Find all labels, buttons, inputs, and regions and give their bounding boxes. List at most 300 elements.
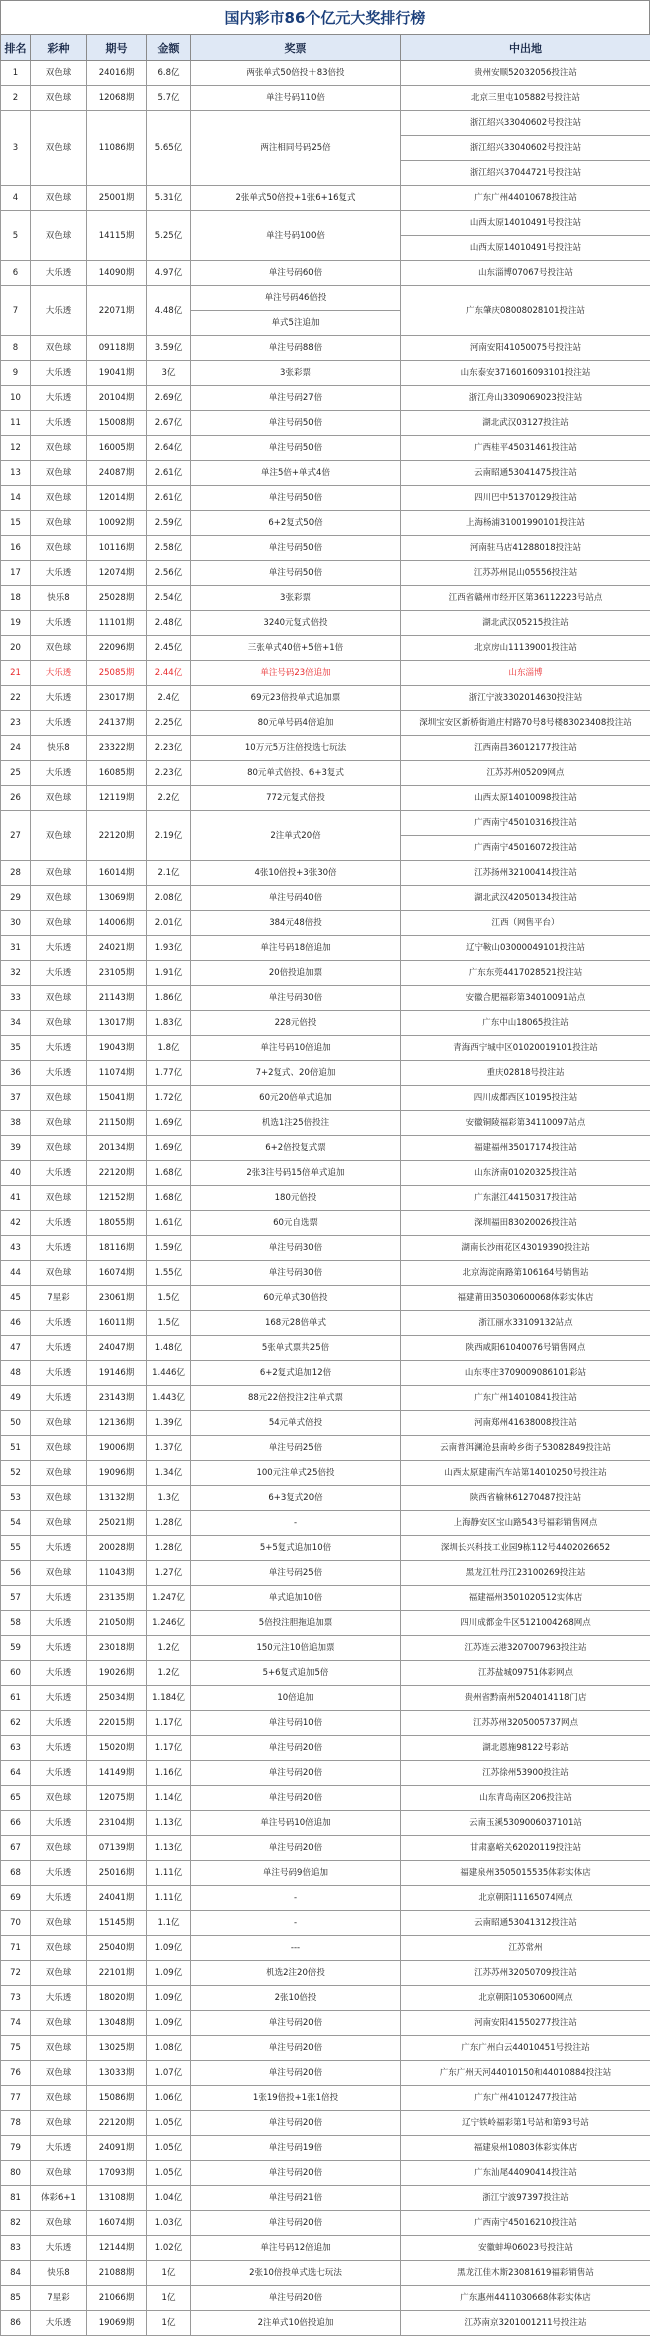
prize-cell: 单注号码20倍 (191, 2211, 401, 2236)
amount-cell: 1亿 (147, 2311, 191, 2336)
prize-cell: 60元单式30倍投 (191, 1286, 401, 1311)
prize-cell: 单注号码20倍 (191, 1786, 401, 1811)
amount-cell: 1.34亿 (147, 1461, 191, 1486)
prize-cell: 单注号码50倍 (191, 436, 401, 461)
amount-cell: 1.07亿 (147, 2061, 191, 2086)
table-row (1, 111, 650, 136)
prize-cell: 三张单式40倍+5倍+1倍 (191, 636, 401, 661)
header-row (1, 35, 650, 61)
lottery-cell: 快乐8 (31, 736, 87, 761)
issue-cell: 15041期 (87, 1086, 147, 1111)
issue-cell: 16074期 (87, 2211, 147, 2236)
table-row (1, 536, 650, 561)
amount-cell: 1.443亿 (147, 1386, 191, 1411)
site-cell: 深圳长兴科技工业园9栋112号4402026652 (401, 1536, 650, 1561)
amount-cell: 2.56亿 (147, 561, 191, 586)
site-cell: 山东青岛南区206投注站 (401, 1786, 650, 1811)
site-cell: 广东惠州4411030668体彩实体店 (401, 2286, 650, 2311)
lottery-cell: 双色球 (31, 1411, 87, 1436)
table-row (1, 1036, 650, 1061)
prize-cell: 6+3复式20倍 (191, 1486, 401, 1511)
table-row (1, 1986, 650, 2011)
table-row (1, 1736, 650, 1761)
prize-cell: 3240元复式倍投 (191, 611, 401, 636)
rank-cell: 39 (1, 1136, 31, 1161)
table-row (1, 1811, 650, 1836)
amount-cell: 1.05亿 (147, 2136, 191, 2161)
table-row (1, 1511, 650, 1536)
amount-cell: 1.11亿 (147, 1861, 191, 1886)
table-row (1, 1361, 650, 1386)
table-row (1, 186, 650, 211)
prize-cell: 单注号码88倍 (191, 336, 401, 361)
site-cell: 广东湛江44150317投注站 (401, 1186, 650, 1211)
amount-cell: 1.55亿 (147, 1261, 191, 1286)
site-cell: 浙江宁波97397投注站 (401, 2186, 650, 2211)
issue-cell: 19069期 (87, 2311, 147, 2336)
table-row (1, 686, 650, 711)
lottery-cell: 大乐透 (31, 1311, 87, 1336)
site-cell: 辽宁铁岭福彩第1号站和第93号站 (401, 2111, 650, 2136)
amount-cell: 2.59亿 (147, 511, 191, 536)
issue-cell: 14006期 (87, 911, 147, 936)
rank-cell: 73 (1, 1986, 31, 2011)
issue-cell: 12119期 (87, 786, 147, 811)
prize-cell: 单注号码12倍追加 (191, 2236, 401, 2261)
lottery-cell: 大乐透 (31, 1761, 87, 1786)
site-cell: 福建泉州35050155​35体彩实体店 (401, 1861, 650, 1886)
lottery-cell: 大乐透 (31, 761, 87, 786)
prize-cell: 20倍投追加票 (191, 961, 401, 986)
amount-cell: 1.5亿 (147, 1311, 191, 1336)
table-row (1, 2061, 650, 2086)
rank-cell: 9 (1, 361, 31, 386)
issue-cell: 19026期 (87, 1661, 147, 1686)
rank-cell: 44 (1, 1261, 31, 1286)
issue-cell: 13025期 (87, 2036, 147, 2061)
issue-cell: 24087期 (87, 461, 147, 486)
lottery-cell: 双色球 (31, 1086, 87, 1111)
header-lottery: 彩种 (31, 35, 87, 61)
rank-cell: 52 (1, 1461, 31, 1486)
amount-cell: 1.48亿 (147, 1336, 191, 1361)
site-cell: 福建福州35017174投注站 (401, 1136, 650, 1161)
amount-cell: 2.4亿 (147, 686, 191, 711)
prize-cell: 80元单式倍投、6+3复式 (191, 761, 401, 786)
lottery-cell: 双色球 (31, 1786, 87, 1811)
site-cell: 北京朝阳10530600网点 (401, 1986, 650, 2011)
rank-cell: 63 (1, 1736, 31, 1761)
issue-cell: 22120期 (87, 2111, 147, 2136)
issue-cell: 17093期 (87, 2161, 147, 2186)
amount-cell: 1.69亿 (147, 1136, 191, 1161)
lottery-cell: 大乐透 (31, 1586, 87, 1611)
amount-cell: 1.2亿 (147, 1661, 191, 1686)
rank-cell: 48 (1, 1361, 31, 1386)
issue-cell: 23018期 (87, 1636, 147, 1661)
table-row (1, 211, 650, 236)
site-cell: 山西太原14010098投注站 (401, 786, 650, 811)
lottery-cell: 体彩6+1 (31, 2186, 87, 2211)
site-cell: 河南驻马店41288018投注站 (401, 536, 650, 561)
rank-cell: 17 (1, 561, 31, 586)
site-cell: 广东广州白云44010451号投注站 (401, 2036, 650, 2061)
lottery-cell: 双色球 (31, 186, 87, 211)
rank-cell: 36 (1, 1061, 31, 1086)
table-row (1, 1911, 650, 1936)
site-cell: 安徽铜陵福彩第34110097站点 (401, 1111, 650, 1136)
lottery-cell: 大乐透 (31, 1336, 87, 1361)
lottery-cell: 双色球 (31, 1136, 87, 1161)
table-row (1, 1936, 650, 1961)
lottery-cell: 双色球 (31, 811, 87, 861)
rank-cell: 77 (1, 2086, 31, 2111)
rank-cell: 34 (1, 1011, 31, 1036)
issue-cell: 16074期 (87, 1261, 147, 1286)
table-row (1, 336, 650, 361)
table-row (1, 661, 650, 686)
amount-cell: 2.23亿 (147, 736, 191, 761)
table-row (1, 1411, 650, 1436)
prize-cell: 两张单式50倍投＋83倍投 (191, 61, 401, 86)
issue-cell: 24137期 (87, 711, 147, 736)
amount-cell: 2.67亿 (147, 411, 191, 436)
rank-cell: 18 (1, 586, 31, 611)
prize-cell: 6+2复式追加12倍 (191, 1361, 401, 1386)
lottery-cell: 双色球 (31, 1186, 87, 1211)
prize-cell: 5+5复式追加10倍 (191, 1536, 401, 1561)
rank-cell: 29 (1, 886, 31, 911)
rank-cell: 51 (1, 1436, 31, 1461)
site-cell: 北京海淀南路第106164号销售站 (401, 1261, 650, 1286)
issue-cell: 25040期 (87, 1936, 147, 1961)
site-cell: 上海静安区宝山路543号福彩销售网点 (401, 1511, 650, 1536)
rank-cell: 61 (1, 1686, 31, 1711)
amount-cell: 2.2亿 (147, 786, 191, 811)
amount-cell: 2.64亿 (147, 436, 191, 461)
site-cell: 北京朝阳11165074网点 (401, 1886, 650, 1911)
issue-cell: 21150期 (87, 1111, 147, 1136)
table-row (1, 1611, 650, 1636)
table-row (1, 911, 650, 936)
amount-cell: 1.3亿 (147, 1486, 191, 1511)
prize-cell: 1张19倍投+1张1倍投 (191, 2086, 401, 2111)
lottery-cell: 双色球 (31, 1261, 87, 1286)
lottery-cell: 大乐透 (31, 1636, 87, 1661)
amount-cell: 5.25亿 (147, 211, 191, 261)
lottery-cell: 双色球 (31, 1486, 87, 1511)
site-cell: 广东中山18065投注站 (401, 1011, 650, 1036)
issue-cell: 19006期 (87, 1436, 147, 1461)
amount-cell: 1.72亿 (147, 1086, 191, 1111)
table-row (1, 2161, 650, 2186)
issue-cell: 18020期 (87, 1986, 147, 2011)
rank-cell: 10 (1, 386, 31, 411)
issue-cell: 19043期 (87, 1036, 147, 1061)
site-cell: 广东广州14010841投注站 (401, 1386, 650, 1411)
table-row (1, 611, 650, 636)
issue-cell: 14115期 (87, 211, 147, 261)
amount-cell: 2.44亿 (147, 661, 191, 686)
rank-cell: 23 (1, 711, 31, 736)
lottery-cell: 大乐透 (31, 611, 87, 636)
prize-cell: 单注号码50倍 (191, 486, 401, 511)
issue-cell: 10092期 (87, 511, 147, 536)
prize-cell: 69元23倍投单式追加票 (191, 686, 401, 711)
site-cell: 青海西宁城中区01020019101投注站 (401, 1036, 650, 1061)
issue-cell: 11086期 (87, 111, 147, 186)
site-cell: 山西太原建南汽车站第14010250号投注站 (401, 1461, 650, 1486)
amount-cell: 1.09亿 (147, 1986, 191, 2011)
site-cell: 福建莆田35030600068体彩实体店 (401, 1286, 650, 1311)
site-cell: 北京房山11139001投注站 (401, 636, 650, 661)
rank-cell: 46 (1, 1311, 31, 1336)
site-cell: 广东东莞441702852​1投注站 (401, 961, 650, 986)
issue-cell: 18116期 (87, 1236, 147, 1261)
prize-cell: 单注号码20倍 (191, 1761, 401, 1786)
prize-cell: 单注5倍+单式4倍 (191, 461, 401, 486)
site-cell: 浙江丽水33109132站点 (401, 1311, 650, 1336)
prize-cell: 单注号码9倍追加 (191, 1861, 401, 1886)
issue-cell: 20104期 (87, 386, 147, 411)
prize-cell: 单注号码50倍 (191, 561, 401, 586)
table-row (1, 1636, 650, 1661)
rank-cell: 40 (1, 1161, 31, 1186)
site-cell: 陕西省榆林61270487投注站 (401, 1486, 650, 1511)
lottery-cell: 大乐透 (31, 1161, 87, 1186)
issue-cell: 24021期 (87, 936, 147, 961)
issue-cell: 22071期 (87, 286, 147, 336)
table-row (1, 1761, 650, 1786)
amount-cell: 1.03亿 (147, 2211, 191, 2236)
table-row (1, 1961, 650, 1986)
amount-cell: 1.11亿 (147, 1886, 191, 1911)
issue-cell: 21088期 (87, 2261, 147, 2286)
site-cell: 湖南长沙雨花区43019390投注站 (401, 1236, 650, 1261)
issue-cell: 16005期 (87, 436, 147, 461)
lottery-cell: 双色球 (31, 1936, 87, 1961)
site-cell: 山西太原14010491号投注站 (401, 211, 650, 236)
site-cell: 安徽蚌埠06023号投注站 (401, 2236, 650, 2261)
table-row (1, 1461, 650, 1486)
rank-cell: 15 (1, 511, 31, 536)
rank-cell: 70 (1, 1911, 31, 1936)
issue-cell: 22120期 (87, 1161, 147, 1186)
table-row (1, 1186, 650, 1211)
lottery-cell: 大乐透 (31, 561, 87, 586)
table-row (1, 1436, 650, 1461)
table-row (1, 1286, 650, 1311)
rank-cell: 82 (1, 2211, 31, 2236)
prize-cell: 单式追加10倍 (191, 1586, 401, 1611)
lottery-cell: 大乐透 (31, 1061, 87, 1086)
table-row (1, 1561, 650, 1586)
lottery-cell: 双色球 (31, 1436, 87, 1461)
rank-cell: 83 (1, 2236, 31, 2261)
rank-cell: 65 (1, 1786, 31, 1811)
issue-cell: 23143期 (87, 1386, 147, 1411)
amount-cell: 2.01亿 (147, 911, 191, 936)
lottery-cell: 快乐8 (31, 2261, 87, 2286)
issue-cell: 12014期 (87, 486, 147, 511)
rank-cell: 12 (1, 436, 31, 461)
prize-cell: 单注号码25倍 (191, 1561, 401, 1586)
prize-cell: 3张彩票 (191, 586, 401, 611)
issue-cell: 13017期 (87, 1011, 147, 1036)
table-row (1, 986, 650, 1011)
rank-cell: 25 (1, 761, 31, 786)
rank-cell: 1 (1, 61, 31, 86)
table-row (1, 2211, 650, 2236)
rank-cell: 22 (1, 686, 31, 711)
lottery-cell: 大乐透 (31, 961, 87, 986)
site-cell: 江苏盐城09751体彩网点 (401, 1661, 650, 1686)
prize-cell: 10倍追加 (191, 1686, 401, 1711)
prize-cell: 单注号码20倍 (191, 2161, 401, 2186)
amount-cell: 1.13亿 (147, 1836, 191, 1861)
site-cell: 山东枣庄370900908​6101彩站 (401, 1361, 650, 1386)
site-cell: 江西省赣州市经开区第36112223号站点 (401, 586, 650, 611)
table-row (1, 1211, 650, 1236)
site-cell: 山东济南01020325投注站 (401, 1161, 650, 1186)
table-row (1, 736, 650, 761)
issue-cell: 25085期 (87, 661, 147, 686)
lottery-cell: 双色球 (31, 1111, 87, 1136)
site-cell: 江苏苏州昆山05556投注站 (401, 561, 650, 586)
lottery-cell: 大乐透 (31, 1361, 87, 1386)
rank-cell: 78 (1, 2111, 31, 2136)
prize-cell: 单注号码20倍 (191, 2036, 401, 2061)
amount-cell: 1.68亿 (147, 1186, 191, 1211)
rank-cell: 84 (1, 2261, 31, 2286)
issue-cell: 11043期 (87, 1561, 147, 1586)
site-cell: 河南郑州41638008投注站 (401, 1411, 650, 1436)
site-cell: 广西南宁45016210投注站 (401, 2211, 650, 2236)
site-cell: 深圳宝安区新桥街道庄村路70号8号楼83023408投注站 (401, 711, 650, 736)
site-cell: 广东广州41012477投注站 (401, 2086, 650, 2111)
site-cell: 甘肃嘉峪关62020119投注站 (401, 1836, 650, 1861)
lottery-cell: 大乐透 (31, 936, 87, 961)
issue-cell: 24016期 (87, 61, 147, 86)
amount-cell: 1.8亿 (147, 1036, 191, 1061)
lottery-cell: 双色球 (31, 636, 87, 661)
table-row (1, 1686, 650, 1711)
amount-cell: 1亿 (147, 2286, 191, 2311)
rank-cell: 67 (1, 1836, 31, 1861)
rank-cell: 14 (1, 486, 31, 511)
issue-cell: 21143期 (87, 986, 147, 1011)
site-cell: 湖北武汉05215投注站 (401, 611, 650, 636)
site-cell: 广西桂平45031461投注站 (401, 436, 650, 461)
issue-cell: 22101期 (87, 1961, 147, 1986)
amount-cell: 1.17亿 (147, 1711, 191, 1736)
rank-cell: 33 (1, 986, 31, 1011)
lottery-cell: 大乐透 (31, 361, 87, 386)
rank-cell: 43 (1, 1236, 31, 1261)
site-cell: 山东淄博 (401, 661, 650, 686)
prize-cell: 60元20倍单式追加 (191, 1086, 401, 1111)
rank-cell: 3 (1, 111, 31, 186)
prize-cell: 5倍投注胆拖追加票 (191, 1611, 401, 1636)
table-row (1, 1836, 650, 1861)
table-row (1, 2111, 650, 2136)
amount-cell: 1.08亿 (147, 2036, 191, 2061)
site-cell: 四川巴中51370129投注站 (401, 486, 650, 511)
amount-cell: 2.23亿 (147, 761, 191, 786)
lottery-cell: 双色球 (31, 486, 87, 511)
amount-cell: 2.61亿 (147, 461, 191, 486)
issue-cell: 19146期 (87, 1361, 147, 1386)
table-row (1, 1061, 650, 1086)
header-prize: 奖票 (191, 35, 401, 61)
table-row (1, 586, 650, 611)
lottery-cell: 大乐透 (31, 411, 87, 436)
site-cell: 广东汕尾44090414投注站 (401, 2161, 650, 2186)
amount-cell: 2.45亿 (147, 636, 191, 661)
rank-cell: 81 (1, 2186, 31, 2211)
prize-cell: 两注相同号码25倍 (191, 111, 401, 186)
amount-cell: 1.246亿 (147, 1611, 191, 1636)
lottery-cell: 双色球 (31, 786, 87, 811)
site-cell: 深圳福田83020026投注站 (401, 1211, 650, 1236)
lottery-cell: 双色球 (31, 1911, 87, 1936)
lottery-cell: 双色球 (31, 2211, 87, 2236)
issue-cell: 24091期 (87, 2136, 147, 2161)
issue-cell: 23105期 (87, 961, 147, 986)
amount-cell: 2.08亿 (147, 886, 191, 911)
table-row (1, 2136, 650, 2161)
rank-cell: 16 (1, 536, 31, 561)
lottery-cell: 双色球 (31, 1011, 87, 1036)
lottery-cell: 快乐8 (31, 586, 87, 611)
amount-cell: 1.68亿 (147, 1161, 191, 1186)
prize-cell: 2张3注号码15倍单式追加 (191, 1161, 401, 1186)
table-row (1, 486, 650, 511)
amount-cell: 2.61亿 (147, 486, 191, 511)
prize-cell: 10万元5万注倍投选七玩法 (191, 736, 401, 761)
table-row (1, 1236, 650, 1261)
amount-cell: 1.37亿 (147, 1436, 191, 1461)
lottery-cell: 大乐透 (31, 2311, 87, 2336)
prize-cell: 单注号码10倍追加 (191, 1036, 401, 1061)
lottery-cell: 双色球 (31, 2061, 87, 2086)
issue-cell: 24047期 (87, 1336, 147, 1361)
site-cell: 河南安阳41050075号投注站 (401, 336, 650, 361)
rank-cell: 58 (1, 1611, 31, 1636)
amount-cell: 5.65亿 (147, 111, 191, 186)
table-row (1, 461, 650, 486)
rank-cell: 56 (1, 1561, 31, 1586)
site-cell: 北京三里屯105882号投注站 (401, 86, 650, 111)
rank-cell: 37 (1, 1086, 31, 1111)
issue-cell: 20028期 (87, 1536, 147, 1561)
table-row (1, 2286, 650, 2311)
amount-cell: 1.04亿 (147, 2186, 191, 2211)
site-cell: 江苏扬州32100414投注站 (401, 861, 650, 886)
lottery-cell: 大乐透 (31, 2236, 87, 2261)
rank-cell: 7 (1, 286, 31, 336)
lottery-cell: 大乐透 (31, 711, 87, 736)
amount-cell: 1.1亿 (147, 1911, 191, 1936)
site-cell: 江西（网售平台） (401, 911, 650, 936)
table-row (1, 1711, 650, 1736)
issue-cell: 13069期 (87, 886, 147, 911)
lottery-cell: 双色球 (31, 211, 87, 261)
amount-cell: 1.06亿 (147, 2086, 191, 2111)
issue-cell: 18055期 (87, 1211, 147, 1236)
rank-cell: 62 (1, 1711, 31, 1736)
amount-cell: 1.83亿 (147, 1011, 191, 1036)
